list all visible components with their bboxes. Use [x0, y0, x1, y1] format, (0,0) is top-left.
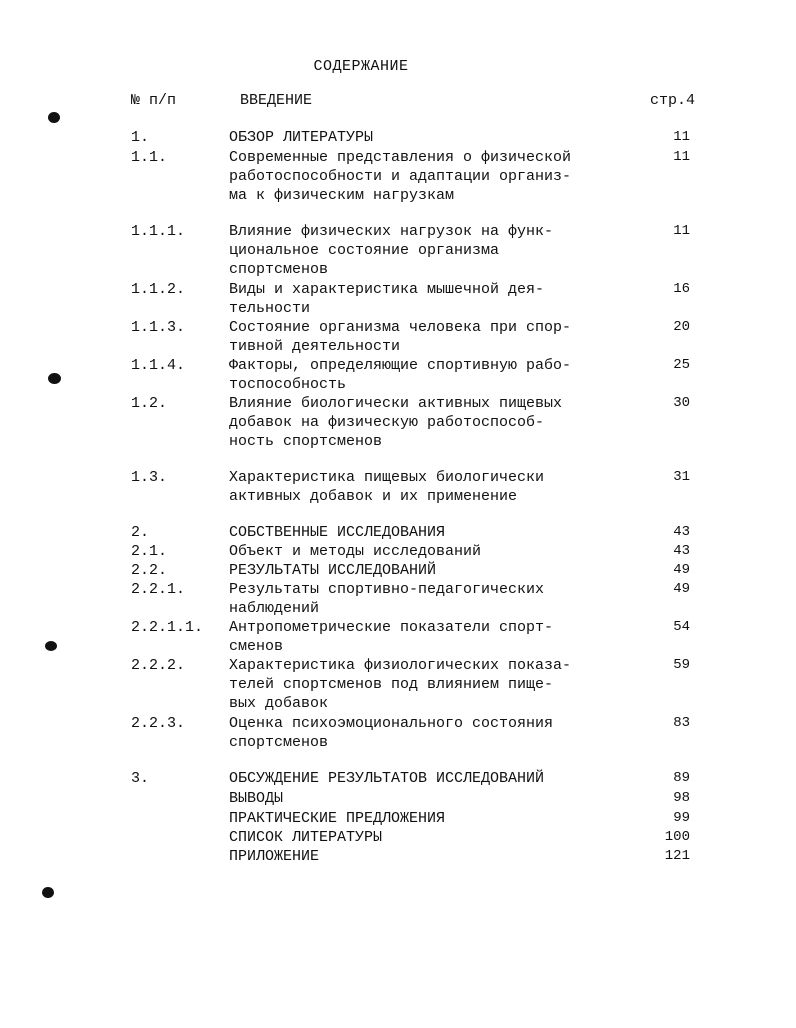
toc-entry	[0, 128, 796, 147]
entry-title: Факторы, определяющие спортивную рабо- тоспособность	[229, 357, 572, 393]
toc-entry	[0, 789, 796, 808]
entry-title: Современные представления о физической работоспособности и адаптации организ- ма к физическим нагрузкам	[229, 149, 572, 204]
page-title: СОДЕРЖАНИЕ	[313, 58, 409, 75]
toc-entry	[0, 523, 796, 542]
toc-entry	[0, 618, 796, 656]
entry-page: 20	[673, 319, 690, 335]
entry-title: ОБЗОР ЛИТЕРАТУРЫ	[229, 129, 374, 146]
toc-entry	[0, 318, 796, 356]
entry-page: 43	[673, 543, 690, 559]
toc-entry	[0, 580, 796, 618]
entry-page: 121	[664, 848, 690, 864]
punch-hole-mark	[45, 641, 57, 651]
toc-entry	[0, 769, 796, 788]
entry-number: 2.2.3.	[131, 715, 186, 732]
entry-number: 2.	[131, 524, 150, 541]
toc-entry	[0, 828, 796, 847]
entry-title: ВЫВОДЫ	[229, 790, 284, 807]
toc-entry	[0, 656, 796, 713]
entry-number: 1.3.	[131, 469, 168, 486]
entry-page: 54	[673, 619, 690, 635]
introduction-page: стр.4	[650, 92, 696, 109]
entry-number: 2.2.1.	[131, 581, 186, 598]
entry-title: СОБСТВЕННЫЕ ИССЛЕДОВАНИЯ	[229, 524, 446, 541]
toc-entry	[0, 714, 796, 752]
entry-page: 11	[673, 129, 690, 145]
introduction-entry: ВВЕДЕНИЕ	[240, 92, 313, 109]
entry-page: 98	[673, 790, 690, 806]
entry-title: Влияние физических нагрузок на функ- циональное состояние организма спортсменов	[229, 223, 554, 278]
entry-title: СПИСОК ЛИТЕРАТУРЫ	[229, 829, 383, 846]
entry-page: 100	[664, 829, 690, 845]
entry-page: 16	[673, 281, 690, 297]
entry-title: Объект и методы исследований	[229, 543, 482, 560]
entry-page: 99	[673, 810, 690, 826]
entry-title: Антропометрические показатели спорт- сменов	[229, 619, 554, 655]
entry-page: 83	[673, 715, 690, 731]
punch-hole-mark	[48, 112, 60, 123]
entry-page: 30	[673, 395, 690, 411]
entry-title: ПРИЛОЖЕНИЕ	[229, 848, 320, 865]
toc-header	[0, 92, 796, 112]
entry-title: Влияние биологически активных пищевых добавок на физическую работоспособ- ность спортсменов	[229, 395, 563, 450]
toc-entry	[0, 468, 796, 506]
entry-number: 1.2.	[131, 395, 168, 412]
toc-entry	[0, 356, 796, 394]
toc-entry	[0, 542, 796, 561]
entry-title: Характеристика физиологических показа- телей спортсменов под влиянием пище- вых добавок	[229, 657, 572, 712]
entry-title: Характеристика пищевых биологически активных добавок и их применение	[229, 469, 545, 505]
entry-number: 2.2.	[131, 562, 168, 579]
entry-title: ПРАКТИЧЕСКИЕ ПРЕДЛОЖЕНИЯ	[229, 810, 446, 827]
punch-hole-mark	[48, 373, 61, 384]
toc-list	[0, 128, 796, 866]
toc-entry	[0, 222, 796, 279]
entry-title: Оценка психоэмоционального состояния спортсменов	[229, 715, 554, 751]
entry-number: 1.1.2.	[131, 281, 186, 298]
entry-number: 2.1.	[131, 543, 168, 560]
entry-page: 25	[673, 357, 690, 373]
entry-page: 89	[673, 770, 690, 786]
entry-number: 2.2.2.	[131, 657, 186, 674]
toc-entry	[0, 394, 796, 451]
toc-entry	[0, 847, 796, 866]
entry-number: 1.1.3.	[131, 319, 186, 336]
entry-title: ОБСУЖДЕНИЕ РЕЗУЛЬТАТОВ ИССЛЕДОВАНИЙ	[229, 770, 545, 787]
entry-page: 31	[673, 469, 690, 485]
toc-entry	[0, 280, 796, 318]
entry-number: 1.1.1.	[131, 223, 186, 240]
punch-hole-mark	[42, 887, 54, 898]
number-column-label: № п/п	[131, 92, 177, 109]
entry-number: 1.1.	[131, 149, 168, 166]
entry-number: 2.2.1.1.	[131, 619, 204, 636]
entry-number: 1.	[131, 129, 150, 146]
toc-entry	[0, 148, 796, 205]
entry-title: Результаты спортивно-педагогических наблюдений	[229, 581, 545, 617]
entry-page: 59	[673, 657, 690, 673]
entry-title: Состояние организма человека при спор- тивной деятельности	[229, 319, 572, 355]
toc-entry	[0, 809, 796, 828]
entry-title: Виды и характеристика мышечной дея- тельности	[229, 281, 545, 317]
entry-page: 49	[673, 581, 690, 597]
entry-number: 3.	[131, 770, 150, 787]
entry-page: 49	[673, 562, 690, 578]
entry-number: 1.1.4.	[131, 357, 186, 374]
entry-page: 43	[673, 524, 690, 540]
entry-page: 11	[673, 149, 690, 165]
entry-page: 11	[673, 223, 690, 239]
toc-entry	[0, 561, 796, 580]
entry-title: РЕЗУЛЬТАТЫ ИССЛЕДОВАНИЙ	[229, 562, 437, 579]
